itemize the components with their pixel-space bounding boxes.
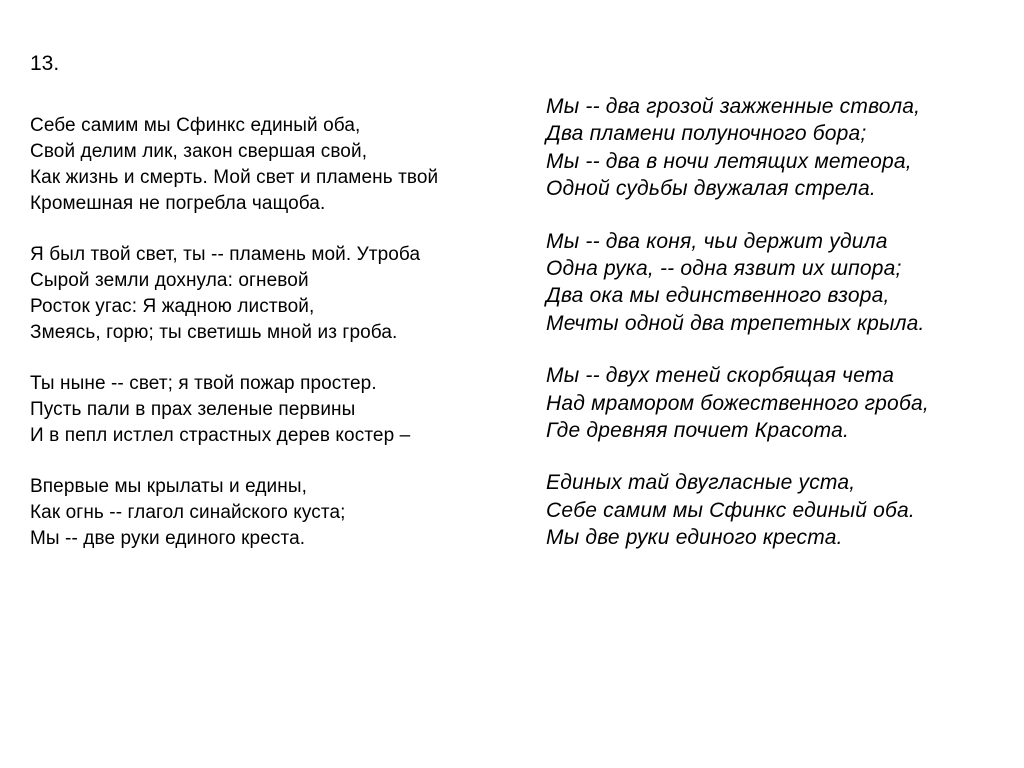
slide-number: 13.: [30, 52, 60, 75]
poem-line: И в пепл истлел страстных дерев костер –: [30, 425, 411, 446]
poem-line: Себе самим мы Сфинкс единый оба.: [546, 498, 915, 522]
poem-line: Над мрамором божественного гроба,: [546, 391, 929, 415]
poem-line: Ты ныне -- свет; я твой пожар простер.: [30, 373, 377, 394]
poem-line: Свой делим лик, закон свершая свой,: [30, 141, 368, 162]
poem-line: Впервые мы крылаты и едины,: [30, 476, 307, 497]
poem-line: Мы -- два грозой зажженные ствола,: [546, 95, 921, 118]
poem-line: Кромешная не погребла чащоба.: [30, 193, 326, 214]
poem-line: Я был твой свет, ты -- пламень мой. Утроба: [30, 244, 421, 265]
poem-line: Мы -- два в ночи летящих метеора,: [546, 149, 912, 173]
poem-line: Мечты одной два трепетных крыла.: [546, 311, 925, 335]
left-stanza-1: [30, 113, 530, 217]
left-stanza-4: [30, 474, 530, 552]
right-stanza-2: [546, 228, 1021, 338]
poem-line: Змеясь, горю; ты светишь мной из гроба.: [30, 322, 398, 343]
poem-line: Одной судьбы двужалая стрела.: [546, 177, 876, 201]
poem-line: Пусть пали в прах зеленые первины: [30, 399, 356, 420]
right-stanza-4: [546, 469, 1021, 551]
poem-line: Сырой земли дохнула: огневой: [30, 270, 309, 291]
poem-line: Как огнь -- глагол синайского куста;: [30, 502, 346, 523]
poem-line: Два пламени полуночного бора;: [546, 122, 867, 146]
poem-line: Себе самим мы Сфинкс единый оба,: [30, 115, 361, 136]
poem-line: Как жизнь и смерть. Мой свет и пламень твой: [30, 167, 439, 188]
right-poem-column: [546, 93, 1021, 577]
left-poem-column: [30, 113, 530, 577]
poem-line: Одна рука, -- одна язвит их шпора;: [546, 257, 902, 281]
poem-line: Росток угас: Я жадною листвой,: [30, 296, 315, 317]
poem-line: Где древняя почиет Красота.: [546, 419, 850, 443]
left-stanza-2: [30, 242, 530, 346]
right-stanza-3: [546, 362, 1021, 444]
right-stanza-1: [546, 93, 1021, 203]
poem-line: Мы две руки единого креста.: [546, 526, 843, 550]
poem-line: Единых тай двугласные уста,: [546, 471, 856, 495]
poem-line: Мы -- два коня, чьи держит удила: [546, 229, 888, 253]
poem-line: Два ока мы единственного взора,: [546, 284, 890, 308]
left-stanza-3: [30, 371, 530, 449]
poem-line: Мы -- двух теней скорбящая чета: [546, 364, 895, 388]
poem-line: Мы -- две руки единого креста.: [30, 528, 306, 549]
